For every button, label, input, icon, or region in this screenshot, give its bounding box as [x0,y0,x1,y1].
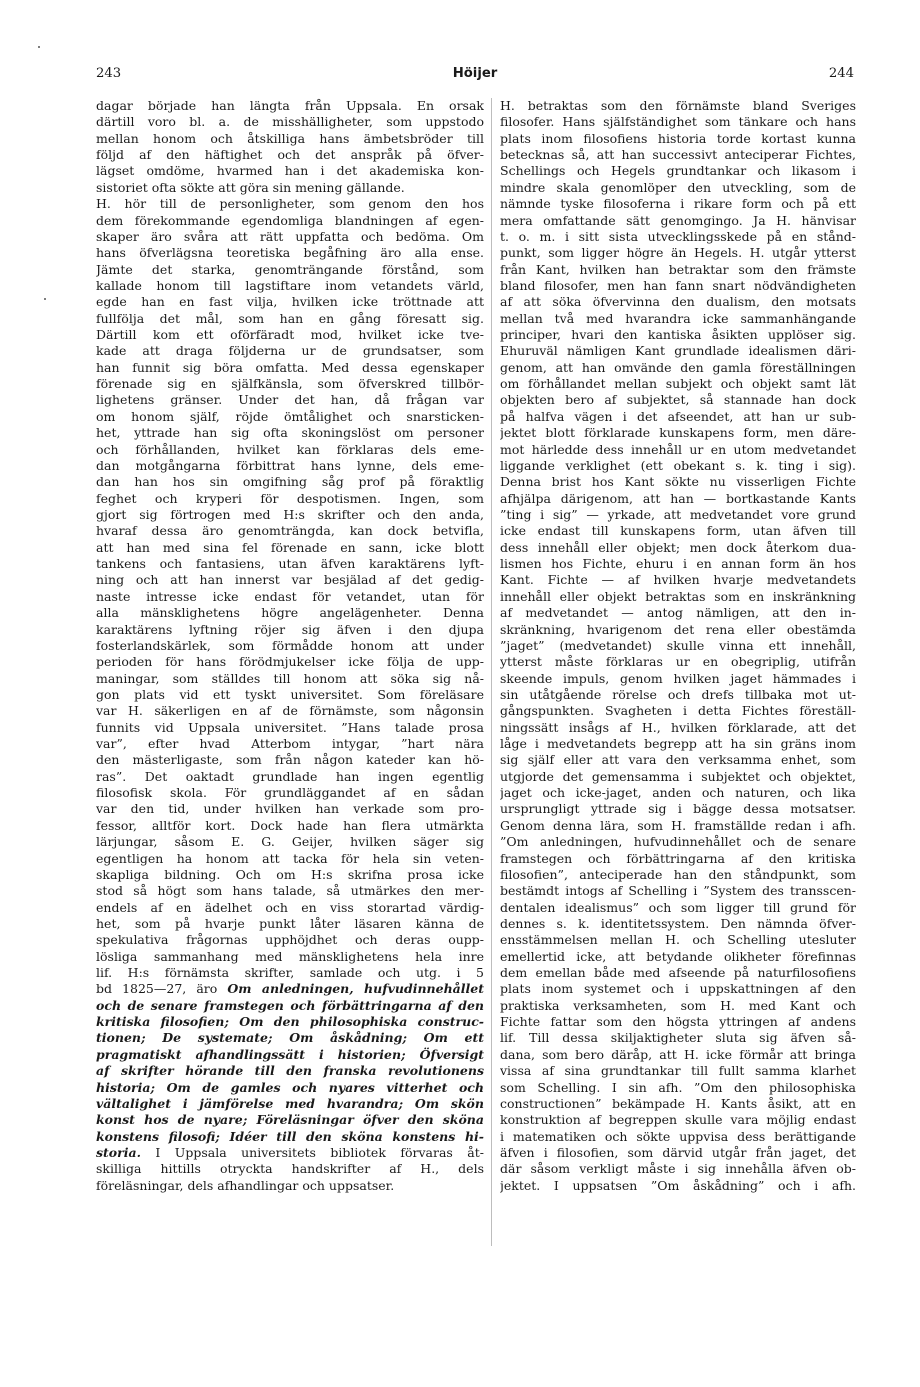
line-text: mot härledde dess innehåll ur en utom medvetandet [500,441,856,457]
text-line [96,474,484,490]
line-text: sig själf eller att vara den verksamma enhet, som [500,752,856,768]
text-line [500,900,856,916]
text-line [500,360,856,376]
text-line [96,801,484,817]
text-line [96,883,484,899]
line-text: gon plats vid ett tyskt universitet. Som föreläsare [96,686,484,702]
line-text: H. betraktas som den förnämste bland Sveriges [500,98,856,113]
line-text: innehåll eller objekt betraktas som en inskränkning [500,588,856,604]
text-line [96,785,484,801]
text-line [500,229,856,245]
text-line [500,458,856,474]
line-text: endels af en ädelhet och en viss storartad värdig- [96,899,484,915]
line-text: dan han hos sin omgifning såg prof på föraktlig [96,474,484,490]
column-divider [491,98,492,1246]
line-text: ras”. Det oaktadt grundlade han ingen egentlig [96,768,484,784]
text-line [500,311,856,327]
text-line [96,769,484,785]
text-line [96,1178,484,1194]
text-line [96,834,484,850]
text-line [500,867,856,883]
text-line [500,883,856,899]
text-line [96,638,484,654]
line-text: emellertid icke, att betydande olikheter förefinnas [500,948,856,964]
line-text: bland filosofer, men han fann snart nödvändigheten [500,277,856,293]
text-line [96,1145,484,1161]
text-line [96,213,484,229]
line-text: mellan honom och åtskilliga hans ämbetsbröder till [96,130,484,146]
text-line [500,474,856,490]
text-line [500,671,856,687]
line-text: Ehuruväl nämligen Kant grundlade idealismen däri- [500,343,856,359]
text-line [500,98,856,114]
line-text: het, yttrade han sig ofta skoningslöst om personer [96,425,484,441]
text-line [500,392,856,408]
line-text: afhjälpa därigenom, att han — bortkastande Kants [500,490,856,506]
line-text: karaktärens lyftning röjer sig äfven i den djupa [96,621,484,637]
text-line [96,1096,484,1112]
text-line [96,1063,484,1079]
text-line [500,622,856,638]
line-text: skeende impuls, genom hvilken jaget hämmades i [500,670,856,686]
text-line [500,196,856,212]
text-line [96,1047,484,1063]
line-text: från Kant, hvilken han betraktar som den främste [500,261,856,277]
text-line [96,818,484,834]
text-line [500,1080,856,1096]
line-text: punkt, som ligger högre än Hegels. H. utgår ytterst [500,245,856,261]
text-line [500,949,856,965]
line-text: skilliga hittills otryckta handskrifter af H., dels [96,1161,484,1177]
text-line [500,343,856,359]
text-line [96,1080,484,1096]
line-text: betecknas så, att han successivt anteciperar Fichtes, [500,147,856,163]
line-text: ”jaget” (medvetandet) skulle vinna ett innehåll, [500,637,856,653]
text-line [500,1145,856,1161]
text-line [500,262,856,278]
text-line [96,343,484,359]
headword: Höijer [452,66,498,81]
line-text: dem emellan både med afseende på naturfilosofiens [500,965,856,981]
text-line [96,245,484,261]
text-line [500,851,856,867]
text-line [96,409,484,425]
line-text: lismen hos Fichte, ehuru i en annan form än hos [500,556,856,572]
title-text: kritiska filosofien; Om den philosophiska construc- [96,1014,484,1030]
text-line [500,752,856,768]
text-line [96,622,484,638]
text-line [500,605,856,621]
text-line [500,245,856,261]
page-number-left: 243 [96,66,122,81]
text-line [500,425,856,441]
text-line [500,654,856,670]
line-text: filosofien”, anteciperade han den ståndpunkt, som [500,866,856,882]
text-line [96,572,484,588]
text-line [96,262,484,278]
text-line [500,916,856,932]
line-text: funnits vid Uppsala universitet. ”Hans talade prosa [96,719,484,735]
text-line [96,687,484,703]
text-line [500,1047,856,1063]
line-text: maningar, som ställdes till honom att söka sig nå- [96,670,484,686]
line-text: ursprungligt yttrade sig i bägge dessa motsatser. [500,801,856,817]
right-column [500,98,856,1194]
text-line [96,491,484,507]
text-line [96,180,484,196]
text-line [96,736,484,752]
line-text: het, som på hvarje punkt låter läsaren känna de [96,915,484,931]
line-text: ytterst måste förklaras ur en obegriplig, utifrån [500,654,856,670]
line-text: fullfölja det mål, som han en gång föresatt sig. [96,310,484,326]
text-line [500,1178,856,1194]
line-text: ning och att han innerst var besjälad af det gedig- [96,572,484,588]
line-text: gångspunkten. Svagheten i detta Fichtes föreställ- [500,703,856,719]
line-text: Jämte det starka, genomträngande förstånd, som [96,261,484,277]
line-text: I Uppsala universitets bibliotek förvaras åt- [140,1145,484,1160]
text-line [96,998,484,1014]
line-text: Därtill kom ett oförfäradt mod, hvilket icke tve- [96,327,484,343]
line-text: sistoriet ofta sökte att göra sin mening gällande. [96,179,405,195]
title-text: storia. [96,1145,141,1160]
scan-speck [44,298,46,300]
line-text: på halfva vägen i det afseendet, att han ur sub- [500,408,856,424]
text-line [96,867,484,883]
line-text: utgjorde det gemensamma i subjektet och objektet, [500,768,856,784]
line-text: att han med sina fel förenade en sann, icke blott [96,539,484,555]
line-text: i matematiken och sökte uppvisa dess berättigande [500,1128,856,1144]
line-text: jektet blott förklarade kunskapens form, men däre- [500,425,856,441]
line-text: Genom denna lära, som H. framställde redan i afh. [500,817,856,833]
text-line [500,965,856,981]
line-text: gjort sig förtrogen med H:s skrifter och den anda, [96,506,484,522]
line-text: framstegen och förbättringarna af den kritiska [500,850,856,866]
line-text: af att söka öfvervinna den dualism, den motsats [500,294,856,310]
text-line [96,1161,484,1177]
text-line [500,638,856,654]
title-text: Om anledningen, hufvudinnehållet [227,981,484,997]
line-text: tankens och fantasiens, utan äfven karaktärens lyft- [96,556,484,572]
line-text: H. hör till de personligheter, som genom den hos [96,196,484,212]
line-text: mera omfattande sätt genomgingo. Ja H. hänvisar [500,212,856,228]
line-text: mindre skala genomlöper den utveckling, som de [500,179,856,195]
text-line [96,752,484,768]
text-line [500,491,856,507]
text-line [500,213,856,229]
text-line [96,507,484,523]
text-line [500,556,856,572]
line-text: jaget och icke-jaget, anden och naturen, och lika [500,785,856,801]
line-text: skaper äro svåra att rätt uppfatta och bedöma. Om [96,228,484,244]
text-line [96,1014,484,1030]
scan-speck [38,46,40,48]
line-text: principer, hvari den kantiska åsikten upplöser sig. [500,327,856,343]
page-number-right: 244 [828,66,854,81]
line-text: dan motgångarna förbittrat hans lynne, dels eme- [96,457,484,473]
line-text: Denna brist hos Kant sökte nu visserligen Fichte [500,474,856,490]
line-text: därtill voro bl. a. de misshälligheter, som uppstodo [96,114,484,130]
text-line [96,981,484,997]
text-line [500,1063,856,1079]
text-line [96,900,484,916]
text-line [96,671,484,687]
line-text: Fichte fattar som den högsta yttringen af andens [500,1014,856,1030]
text-line [96,949,484,965]
text-line [96,932,484,948]
line-text: dagar började han längta från Uppsala. En orsak [96,98,484,113]
line-text: egde han en fast vilja, hvilken icke tröttnade att [96,294,484,310]
line-text: ”ting i sig” — yrkade, att medvetandet vore grund [500,506,856,522]
text-line [500,572,856,588]
text-line [500,131,856,147]
text-line [500,507,856,523]
text-line [96,703,484,719]
line-text: perioden för hans förödmjukelser icke följa de upp- [96,654,484,670]
text-line [96,965,484,981]
line-text: var”, efter hvad Atterbom intygar, ”hart nära [96,736,484,752]
text-line [96,523,484,539]
line-text: filosofisk skola. För grundläggandet af en sådan [96,785,484,801]
text-line [500,1030,856,1046]
text-line [500,589,856,605]
line-text: praktiska verksamheten, som H. med Kant och [500,997,856,1013]
text-line [96,163,484,179]
text-line [500,409,856,425]
text-line [500,1112,856,1128]
line-text: fessor, alltför kort. Dock hade han flera utmärkta [96,817,484,833]
line-text: nämnde tyske filosoferna i rikare form och på ett [500,196,856,212]
text-line [500,981,856,997]
text-line [96,294,484,310]
line-text: bd 1825—27, äro [96,981,228,997]
text-line [96,720,484,736]
text-line [500,147,856,163]
text-line [500,523,856,539]
title-text: vältalighet i jämförelse med hvarandra; Om skön [96,1095,484,1111]
text-line [500,278,856,294]
text-line [500,834,856,850]
text-line [96,442,484,458]
line-text: alla mänsklighetens högre angelägenheter. Denna [96,605,484,621]
line-text: följd af den häftighet och det anspråk på öfver- [96,147,484,163]
line-text: kallade honom till lagstiftare inom vetandets värld, [96,277,484,293]
text-line [500,769,856,785]
text-line [500,720,856,736]
line-text: Schellings och Hegels grundtankar och likasom i [500,163,856,179]
line-text: feghet och kryperi för despotismen. Ingen, som [96,490,484,506]
title-text: konstens filosofi; Idéer till den sköna konstens hi- [96,1128,484,1144]
title-text: tionen; De systemate; Om åskådning; Om ett [96,1030,484,1046]
line-text: spekulativa frågornas upphöjdhet och deras oupp- [96,932,484,948]
text-line [96,147,484,163]
line-text: var den tid, under hvilken han verkade som pro- [96,801,484,817]
line-text: dem förekommande egendomliga blandningen af egen- [96,212,484,228]
text-line [96,114,484,130]
line-text: t. o. m. i sitt sista utvecklingsskede på en stånd- [500,228,856,244]
line-text: dentalen idealismus” och som ligger till grund för [500,899,856,915]
text-line [96,540,484,556]
line-text: mellan två med hvarandra icke sammanhängande [500,310,856,326]
text-line [500,294,856,310]
line-text: af medvetandet — antog nämligen, att den in- [500,605,856,621]
text-line [500,801,856,817]
text-line [96,196,484,212]
line-text: om förhållandet mellan subjekt och objekt samt lät [500,376,856,392]
line-text: objekten bero af subjektet, så stannade han dock [500,392,856,408]
text-line [500,998,856,1014]
title-text: och de senare framstegen och förbättringarna af den [96,997,484,1013]
text-line [96,327,484,343]
line-text: ”Om anledningen, hufvudinnehållet och de senare [500,834,856,850]
line-text: naste intresse icke endast för vetandet, utan för [96,588,484,604]
text-line [96,425,484,441]
line-text: genom, att han omvände den gamla föreställningen [500,359,856,375]
line-text: plats inom filosofiens historia torde kortast kunna [500,130,856,146]
line-text: lärjungar, såsom E. G. Geijer, hvilken säger sig [96,834,484,850]
line-text: egentligen ha honom att tacka för hela sin veten- [96,850,484,866]
line-text: föreläsningar, dels afhandlingar och uppsatser. [96,1177,395,1193]
text-line [500,327,856,343]
text-line [96,458,484,474]
text-line [500,114,856,130]
title-text: konst hos de nyare; Föreläsningar öfver den sköna [96,1112,484,1128]
line-text: äfven i filosofien, som därvid utgår från jaget, det [500,1145,856,1160]
text-line [500,932,856,948]
text-line [96,392,484,408]
text-line [500,736,856,752]
text-line [500,442,856,458]
text-line [96,589,484,605]
line-text: och förhållanden, hvilket kan förklaras dels eme- [96,441,484,457]
text-line [500,1161,856,1177]
text-line [96,605,484,621]
line-text: plats inom systemet och i uppskattningen af den [500,981,856,997]
line-text: skränkning, hvarigenom det rena eller obestämda [500,621,856,637]
text-line [96,916,484,932]
text-line [500,540,856,556]
text-line [96,556,484,572]
line-text: var H. säkerligen en af de förnämste, som någonsin [96,703,484,719]
line-text: bestämdt intogs af Schelling i ”System des transscen- [500,883,856,899]
text-line [96,654,484,670]
text-line [96,278,484,294]
line-text: lif. Till dessa skiljaktigheter sluta sig äfven så- [500,1030,856,1046]
line-text: jektet. I uppsatsen ”Om åskådning” och i afh. [500,1177,856,1193]
line-text: kade att draga följderna ur de grundsatser, som [96,343,484,359]
line-text: sin utåtgående rörelse och drefs tillbaka mot ut- [500,686,856,702]
text-line [500,1129,856,1145]
running-header [96,66,854,86]
line-text: låge i medvetandets begrepp att ha sin gräns inom [500,736,856,752]
line-text: hans öfverlägsna teoretiska begåfning äro alla ense. [96,245,484,261]
text-line [96,311,484,327]
text-line [96,131,484,147]
line-text: om honom själf, röjde ömtålighet och snarsticken- [96,408,484,424]
text-line [96,851,484,867]
left-column [96,98,484,1194]
text-line [96,1129,484,1145]
line-text: filosofer. Hans själfständighet som tänkare och hans [500,114,856,130]
line-text: dennes s. k. identitetssystem. Den nämnda öfver- [500,915,856,931]
text-line [500,163,856,179]
line-text: stod så högt som hans talade, så utmärkes den mer- [96,883,484,899]
line-text: lif. H:s förnämsta skrifter, samlade och utg. i 5 [96,965,484,981]
title-text: af skrifter hörande till den franska revolutionens [96,1063,484,1079]
text-line [96,1030,484,1046]
line-text: han funnit sig böra omfatta. Med dessa egenskaper [96,359,484,375]
line-text: förenade sig en själfkänsla, som öfverskred tillbör- [96,376,484,392]
line-text: där såsom verkligt måste i sig innehålla äfven ob- [500,1161,856,1177]
text-line [500,1096,856,1112]
text-line [500,785,856,801]
line-text: hvaraf dessa äro genomträngda, kan dock betvifla, [96,523,484,539]
text-line [500,703,856,719]
text-line [500,1014,856,1030]
line-text: som Schelling. I sin afh. ”Om den philosophiska [500,1079,856,1095]
line-text: lägset omdöme, hvarmed han i det akademiska kon- [96,163,484,179]
text-line [96,376,484,392]
text-line [96,1112,484,1128]
text-line [500,180,856,196]
line-text: lösliga sammanhang med mänsklighetens hela inre [96,948,484,964]
line-text: dess innehåll eller objekt; men dock återkom dua- [500,539,856,555]
text-line [500,687,856,703]
text-line [96,229,484,245]
line-text: liggande verklighet (ett obekant s. k. ting i sig). [500,457,856,473]
line-text: fosterlandskärlek, som förmådde honom att under [96,637,484,653]
line-text: dana, som bero däråp, att H. icke förmår att bringa [500,1046,856,1062]
text-line [96,98,484,114]
line-text: icke endast till kunskapens form, utan äfven till [500,523,856,539]
text-line [500,376,856,392]
title-text: pragmatiskt afhandlingssätt i historien; Öfversigt [96,1046,484,1062]
line-text: skapliga bildning. Och om H:s skrifna prosa icke [96,866,484,882]
title-text: historia; Om de gamles och nyares vitterhet och [96,1079,484,1095]
line-text: ensstämmelsen mellan H. och Schelling utesluter [500,932,856,948]
line-text: Kant. Fichte — af hvilken hvarje medvetandets [500,572,856,588]
line-text: vissa af sina grundtankar till fullt samma klarhet [500,1063,856,1079]
text-line [500,818,856,834]
line-text: lighetens gränser. Under det han, då frågan var [96,392,484,408]
line-text: den mästerligaste, som från någon kateder kan hö- [96,752,484,768]
line-text: constructionen” bekämpade H. Kants åsikt, att en [500,1095,856,1111]
line-text: konstruktion af begreppen skulle vara möjlig endast [500,1112,856,1128]
text-line [96,360,484,376]
line-text: ningssätt insågs af H., hvilken förklarade, att det [500,719,856,735]
